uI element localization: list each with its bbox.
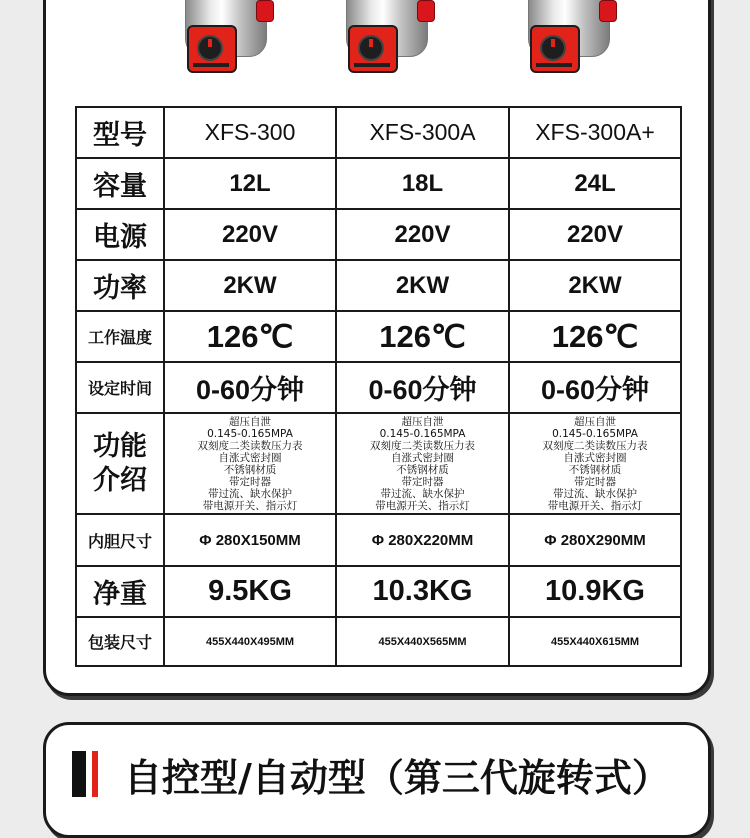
model-2: XFS-300A — [336, 107, 509, 158]
label-temperature: 工作温度 — [76, 311, 164, 362]
label-features — [76, 413, 164, 514]
feature-line: 0.145-0.165MPA — [552, 427, 638, 440]
package-size-3: 455X440X615MM — [509, 617, 681, 666]
feature-line: 带电源开关、指示灯 — [547, 499, 643, 512]
timer-2: 0-60分钟 — [336, 362, 509, 413]
feature-line: 自涨式密封圈 — [391, 451, 454, 464]
product-images — [46, 3, 708, 77]
row-model — [76, 107, 681, 158]
label-power: 功率 — [76, 260, 164, 311]
feature-line: 带电源开关、指示灯 — [375, 499, 470, 512]
voltage-2: 220V — [336, 209, 509, 260]
feature-line: 超压自泄 — [229, 415, 271, 428]
section-banner — [43, 722, 711, 838]
features-3 — [509, 413, 681, 514]
spec-panel — [43, 0, 711, 696]
row-timer — [76, 362, 681, 413]
features-2 — [336, 413, 509, 514]
banner-title: 自控型/自动型（第三代旋转式） — [124, 756, 670, 800]
feature-line: 自涨式密封圈 — [563, 451, 627, 464]
capacity-2: 18L — [336, 158, 509, 209]
feature-line: 双刻度二类读数压力表 — [542, 439, 648, 452]
feature-line: 带过流、缺水保护 — [553, 487, 637, 500]
power-2: 2KW — [336, 260, 509, 311]
feature-line: 不锈钢材质 — [223, 463, 277, 476]
feature-line: 超压自泄 — [574, 415, 616, 428]
feature-line: 带过流、缺水保护 — [380, 487, 465, 500]
label-power-supply: 电源 — [76, 209, 164, 260]
temperature-2: 126℃ — [336, 311, 509, 362]
features-1 — [164, 413, 336, 514]
banner-bar-red — [92, 751, 98, 797]
feature-line: 双刻度二类读数压力表 — [197, 439, 303, 452]
power-1: 2KW — [164, 260, 336, 311]
voltage-1: 220V — [164, 209, 336, 260]
model-1: XFS-300 — [164, 107, 336, 158]
temperature-1: 126℃ — [164, 311, 336, 362]
feature-line: 不锈钢材质 — [396, 463, 449, 476]
weight-3: 10.9KG — [509, 566, 681, 617]
weight-1: 9.5KG — [164, 566, 336, 617]
row-power-supply — [76, 209, 681, 260]
label-liner-size: 内胆尺寸 — [76, 514, 164, 566]
spec-table — [75, 106, 682, 667]
voltage-3: 220V — [509, 209, 681, 260]
cooker-image-xfs-300 — [179, 0, 271, 79]
banner-bar-black — [72, 751, 86, 797]
feature-line: 带定时器 — [574, 475, 616, 488]
label-features-line1: 功能 — [93, 430, 147, 462]
timer-3: 0-60分钟 — [509, 362, 681, 413]
label-package-size: 包装尺寸 — [76, 617, 164, 666]
weight-2: 10.3KG — [336, 566, 509, 617]
timer-1: 0-60分钟 — [164, 362, 336, 413]
label-features-line2: 介绍 — [93, 464, 147, 496]
feature-line: 超压自泄 — [401, 415, 444, 428]
row-liner-size — [76, 514, 681, 566]
row-temperature — [76, 311, 681, 362]
liner-size-3: Φ 280X290MM — [509, 514, 681, 566]
feature-line: 带定时器 — [229, 475, 271, 488]
feature-line: 带电源开关、指示灯 — [202, 499, 298, 512]
package-size-1: 455X440X495MM — [164, 617, 336, 666]
feature-line: 0.145-0.165MPA — [379, 427, 466, 440]
label-capacity: 容量 — [76, 158, 164, 209]
row-package-size — [76, 617, 681, 666]
feature-line: 自涨式密封圈 — [218, 451, 282, 464]
cooker-image-xfs-300a-plus — [522, 0, 614, 79]
feature-line: 0.145-0.165MPA — [207, 427, 293, 440]
row-features — [76, 413, 681, 514]
label-timer: 设定时间 — [76, 362, 164, 413]
liner-size-2: Φ 280X220MM — [336, 514, 509, 566]
row-capacity — [76, 158, 681, 209]
row-power — [76, 260, 681, 311]
row-net-weight — [76, 566, 681, 617]
package-size-2: 455X440X565MM — [336, 617, 509, 666]
label-model: 型号 — [76, 107, 164, 158]
feature-line: 不锈钢材质 — [568, 463, 622, 476]
model-3: XFS-300A+ — [509, 107, 681, 158]
label-net-weight: 净重 — [76, 566, 164, 617]
capacity-1: 12L — [164, 158, 336, 209]
power-3: 2KW — [509, 260, 681, 311]
feature-line: 带定时器 — [401, 475, 444, 488]
cooker-image-xfs-300a — [340, 0, 432, 79]
feature-line: 带过流、缺水保护 — [208, 487, 292, 500]
liner-size-1: Φ 280X150MM — [164, 514, 336, 566]
temperature-3: 126℃ — [509, 311, 681, 362]
capacity-3: 24L — [509, 158, 681, 209]
feature-line: 双刻度二类读数压力表 — [370, 439, 475, 452]
